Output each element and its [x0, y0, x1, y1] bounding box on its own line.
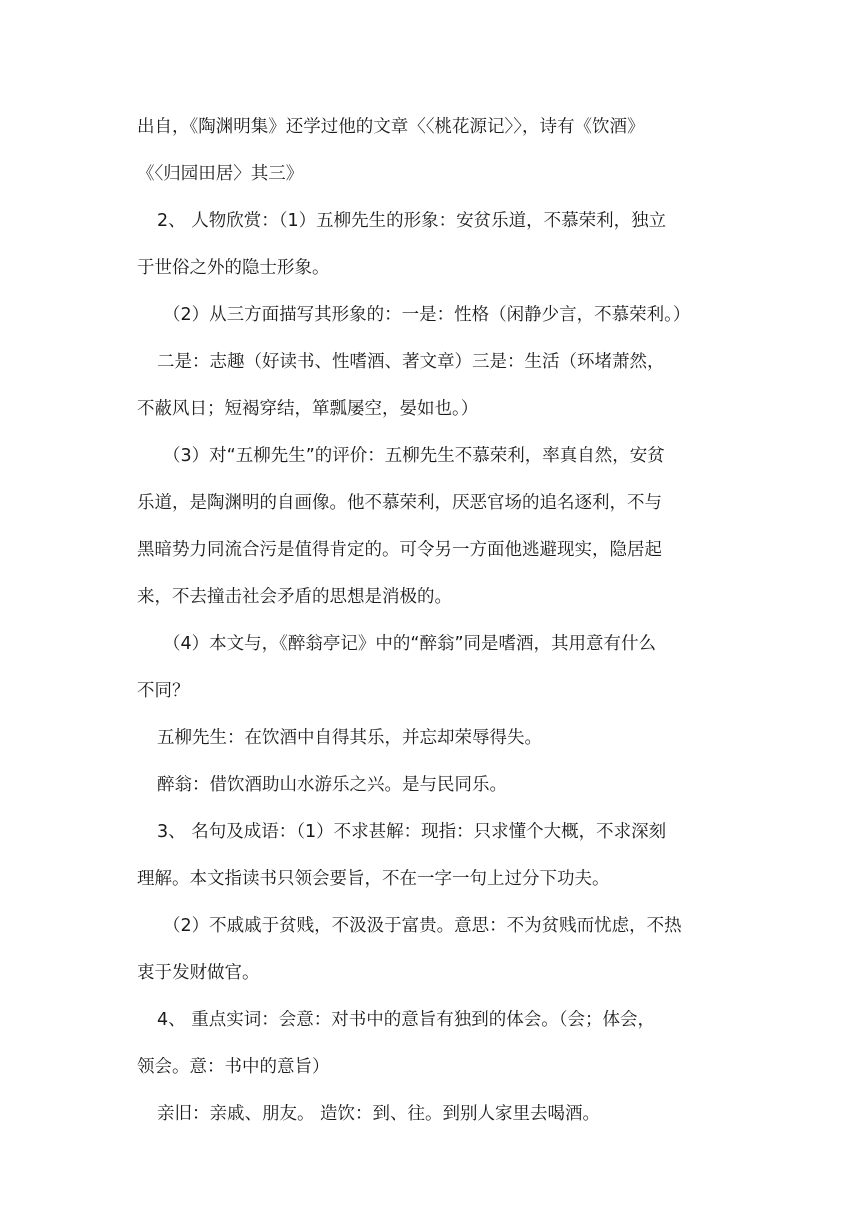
text-line: 衷于发财做官。 [137, 963, 260, 983]
document-body [137, 108, 725, 1142]
section-heading-2: 2、 人物欣赏：（1）五柳先生的形象：安贫乐道，不慕荣利，独立 [157, 211, 667, 231]
text-line: 不蔽风日；短褐穿结，箪瓢屡空，晏如也。） [137, 399, 479, 419]
text-line: 不同？ [137, 681, 190, 701]
text-line: 黑暗势力同流合污是值得肯定的。可令另一方面他逃避现实，隐居起 [137, 540, 662, 560]
text-line: 乐道，是陶渊明的自画像。他不慕荣利，厌恶官场的追名逐利，不与 [137, 493, 662, 513]
text-line: 《〈归园田居〉其三》 [137, 164, 304, 184]
text-line: 出自，《陶渊明集》还学过他的文章〈〈桃花源记〉〉，诗有《饮酒》 [137, 117, 645, 137]
text-line: 于世俗之外的隐士形象。 [137, 258, 330, 278]
section-heading-4: 4、 重点实词：会意：对书中的意旨有独到的体会。（会；体会， [157, 1010, 655, 1030]
text-line: （4）本文与，《醉翁亭记》中的“醉翁”同是嗜酒，其用意有什么 [163, 634, 657, 654]
text-line: 来，不去撞击社会矛盾的思想是消极的。 [137, 587, 452, 607]
text-line: 醉翁：借饮酒助山水游乐之兴。是与民同乐。 [157, 775, 507, 795]
text-line: （3）对“五柳先生”的评价：五柳先生不慕荣利，率真自然，安贫 [163, 446, 665, 466]
text-line: 五柳先生：在饮酒中自得其乐，并忘却荣辱得失。 [157, 728, 542, 748]
text-line: 亲旧：亲戚、朋友。 造饮：到、往。到别人家里去喝酒。 [157, 1104, 601, 1124]
text-line: （2）从三方面描写其形象的：一是：性格（闲静少言，不慕荣利。） [163, 305, 691, 325]
text-line: 理解。本文指读书只领会要旨，不在一字一句上过分下功夫。 [137, 869, 610, 889]
text-line: 二是：志趣（好读书、性嗜酒、著文章）三是：生活（环堵萧然， [157, 352, 665, 372]
text-line: 领会。意：书中的意旨） [137, 1057, 330, 1077]
section-heading-3: 3、 名句及成语：（1）不求甚解：现指：只求懂个大概，不求深刻 [157, 822, 667, 842]
text-line: （2）不戚戚于贫贱，不汲汲于富贵。意思：不为贫贱而忧虑，不热 [163, 916, 682, 936]
